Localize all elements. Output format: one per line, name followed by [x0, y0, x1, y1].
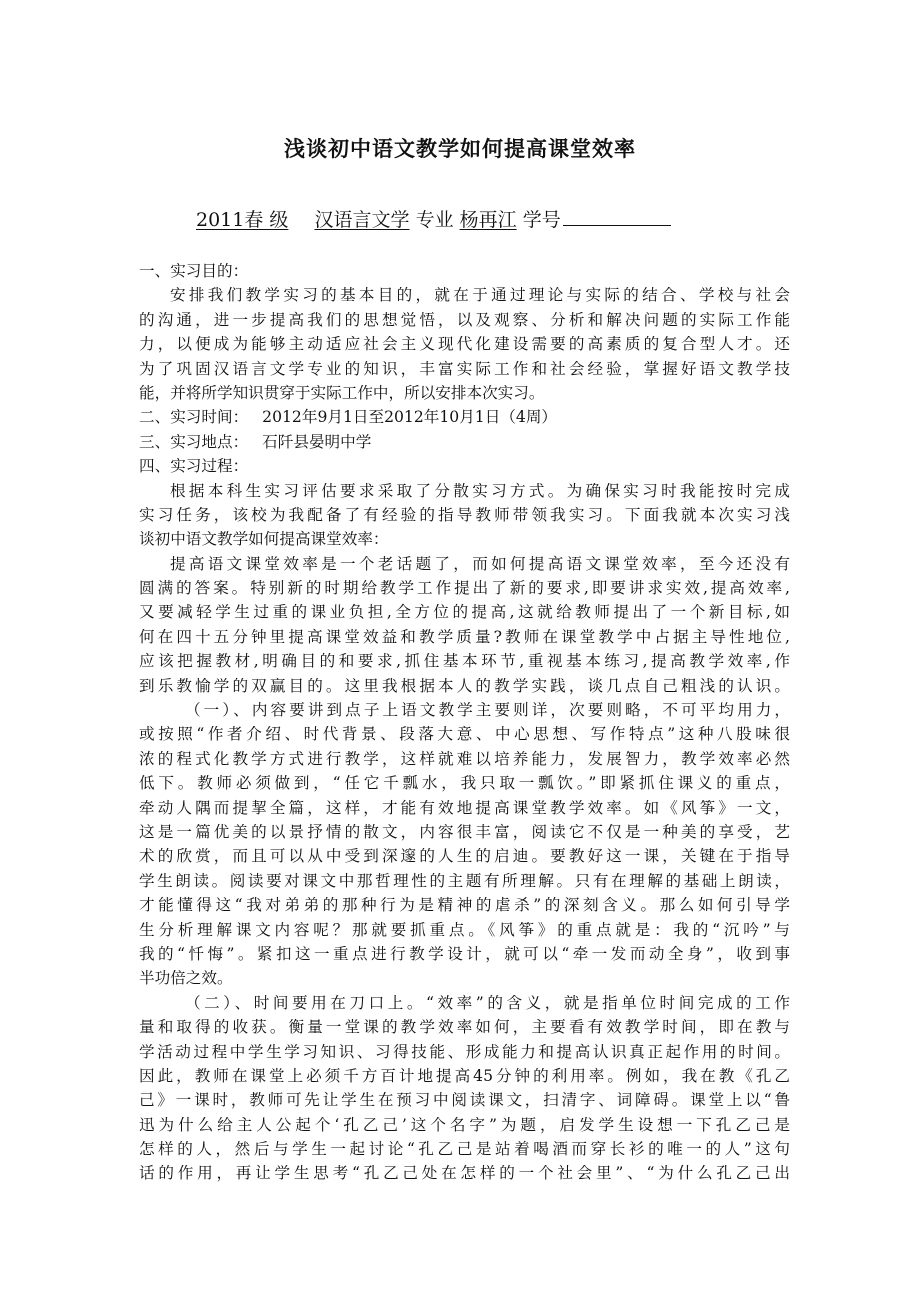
- process-heading: 四、实习过程：: [139, 457, 249, 476]
- paragraph-line: 术的欣赏，而且可以从中受到深邃的人生的启迪。要教好这一课，关键在于指导: [139, 847, 790, 866]
- student-no-label: 学号: [522, 209, 561, 231]
- student-no-blank: [563, 207, 671, 226]
- efficiency-paragraph: [139, 552, 790, 698]
- paragraph-line: 话的作用，再让学生思考“孔乙己处在怎样的一个社会里”、“为什么孔乙己出: [139, 1164, 790, 1183]
- paragraph-line: 因此，教师在课堂上必须千方百计地提高45分钟的利用率。例如，我在教《孔乙: [139, 1066, 790, 1085]
- paragraph-line: （二）、时间要用在刀口上。“效率”的含义，就是指单位时间完成的工作: [185, 993, 790, 1012]
- time-row: [139, 405, 790, 429]
- paragraph-line: 根据本科生实习评估要求采取了分散实习方式。为确保实习时我能按时完成: [170, 481, 790, 500]
- class-year: 2011春 级: [196, 209, 289, 231]
- purpose-paragraph: [139, 283, 790, 405]
- paragraph-line: 才能懂得这“我对弟弟的那种行为是精神的虐杀”的深刻含义。那么如何引导学: [139, 896, 790, 915]
- place-value: 石阡县晏明中学: [262, 432, 372, 451]
- point-two-paragraph: [139, 991, 790, 1186]
- time-label: 二、实习时间：: [139, 408, 249, 427]
- paragraph-line: 迅为什么给主人公起个‘孔乙己’这个名字”为题，启发学生设想一下孔乙己是: [139, 1115, 790, 1134]
- paragraph-line: 低下。教师必须做到，“任它千瓢水，我只取一瓢饮。”即紧抓住课义的重点，: [139, 774, 790, 793]
- major-label: 专业: [415, 209, 454, 231]
- paragraph-line: 己》一课时，教师可先让学生在预习中阅读课文，扫清字、词障碍。课堂上以“鲁: [139, 1091, 790, 1110]
- paragraph-line: 或按照“作者介绍、时代背景、段落大意、中心思想、写作特点”这种八股味很: [139, 725, 790, 744]
- paragraph-line: 这是一篇优美的以景抒情的散文，内容很丰富，阅读它不仅是一种美的享受，艺: [139, 822, 790, 841]
- paragraph-line: 半功倍之效。: [139, 969, 233, 988]
- paragraph-line: 到乐教愉学的双赢目的。这里我根据本人的教学实践，谈几点自己粗浅的认识。: [139, 676, 790, 695]
- major-name: 汉语言文学: [314, 209, 410, 231]
- paragraph-line: 浓的程式化教学方式进行教学，这样就难以培养能力，发展智力，教学效率必然: [139, 749, 790, 768]
- paragraph-line: 提高语文课堂效率是一个老话题了，而如何提高语文课堂效率，至今还没有: [170, 554, 790, 573]
- paragraph-line: 何在四十五分钟里提高课堂效益和教学质量?教师在课堂教学中占据主导性地位,: [139, 627, 790, 646]
- paragraph-line: 圆满的答案。特别新的时期给教学工作提出了新的要求,即要讲求实效,提高效率,: [139, 579, 790, 598]
- paragraph-line: 为了巩固汉语言文学专业的知识，丰富实际工作和社会经验，掌握好语文教学技: [139, 359, 790, 378]
- paragraph-line: 牵动人隅而提挈全篇，这样，才能有效地提高课堂教学效率。如《风筝》一文，: [139, 798, 790, 817]
- paragraph-line: 的沟通，进一步提高我们的思想觉悟，以及观察、分析和解决问题的实际工作能: [139, 310, 790, 329]
- paragraph-line: 我的“忏悔”。紧扣这一重点进行教学设计，就可以“牵一发而动全身”，收到事: [139, 944, 790, 963]
- purpose-heading: 一、实习目的：: [139, 262, 249, 280]
- point-one-paragraph: [139, 698, 790, 991]
- paragraph-line: 怎样的人，然后与学生一起讨论“孔乙己是站着喝酒而穿长衫的唯一的人”这句: [139, 1140, 790, 1159]
- time-value: 2012年9月1日至2012年10月1日（4周）: [262, 408, 558, 427]
- process-intro-paragraph: [139, 479, 790, 552]
- paragraph-line: 又要减轻学生过重的课业负担,全方位的提高,这就给教师提出了一个新目标,如: [139, 603, 790, 622]
- paragraph-line: 实习任务，该校为我配备了有经验的指导教师带领我实习。下面我就本次实习浅: [139, 505, 790, 524]
- paragraph-line: 量和取得的收获。衡量一堂课的教学效率如何，主要看有效教学时间，即在教与: [139, 1018, 790, 1037]
- paragraph-line: 能，并将所学知识贯穿于实际工作中，所以安排本次实习。: [139, 383, 545, 402]
- paragraph-line: 学生朗读。阅读要对课文中那哲理性的主题有所理解。只有在理解的基础上朗读，: [139, 871, 790, 890]
- document-title: 浅谈初中语文教学如何提高课堂效率: [284, 137, 636, 161]
- place-label: 三、实习地点：: [139, 432, 249, 451]
- paragraph-line: 安排我们教学实习的基本目的，就在于通过理论与实际的结合、学校与社会: [170, 286, 790, 305]
- document-body: [139, 259, 790, 1186]
- paragraph-line: 应该把握教材,明确目的和要求,抓住基本环节,重视基本练习,提高教学效率,作: [139, 652, 790, 671]
- student-name: 杨再江: [459, 209, 517, 231]
- paragraph-line: 学活动过程中学生学习知识、习得技能、形成能力和提高认识真正起作用的时间。: [139, 1042, 790, 1061]
- paragraph-line: （一）、内容要讲到点子上语文教学主要则详，次要则略，不可平均用力，: [185, 701, 790, 720]
- paragraph-line: 力，以便成为能够主动适应社会主义现代化建设需要的高素质的复合型人才。还: [139, 335, 790, 354]
- place-row: [139, 430, 790, 454]
- paragraph-line: 生分析理解课文内容呢？那就要抓重点。《风筝》的重点就是：我的“沉吟”与: [139, 920, 790, 939]
- author-line: [196, 205, 671, 232]
- paragraph-line: 谈初中语文教学如何提高课堂效率：: [139, 530, 389, 549]
